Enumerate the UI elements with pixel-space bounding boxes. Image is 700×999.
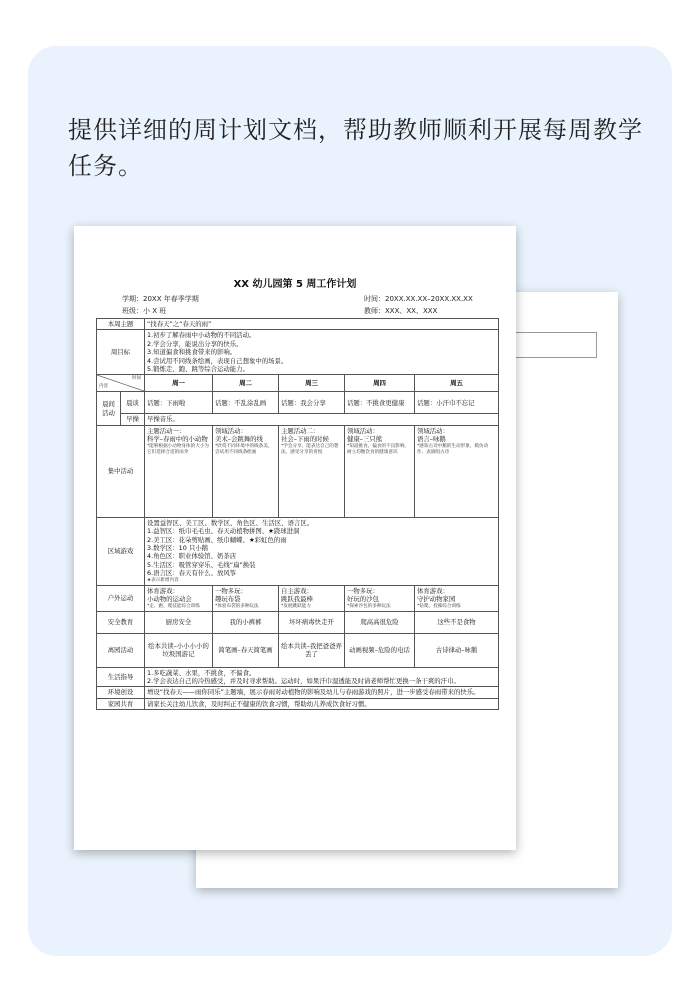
outdoor-label: 户外运动 <box>97 585 145 611</box>
group-activity-cell <box>213 425 279 517</box>
day-header-row <box>97 375 499 392</box>
morning-exercise-row <box>97 414 499 425</box>
leaving-cell: 动画视频–危险的电话 <box>345 633 415 667</box>
safety-cell: 厨房安全 <box>145 611 213 633</box>
theme-row <box>97 319 499 330</box>
outdoor-cell <box>145 585 213 611</box>
life-line: 1.多吃蔬菜、水果，不挑食，不偏食。 <box>147 668 256 677</box>
activity-title: 社会–下雨的时候 <box>281 435 329 444</box>
group-activity-cell <box>345 425 415 517</box>
outdoor-type: 自主游戏： <box>281 586 313 595</box>
class-label: 班级：小 X 班 <box>122 307 167 315</box>
activity-title: 语言–咏鹅 <box>417 435 446 444</box>
theme-value: “找春天”之“春天的雨” <box>145 319 499 330</box>
outdoor-cell <box>415 585 499 611</box>
activity-title: 健康–三只熊 <box>347 435 383 444</box>
area-line: 3.数学区：10 只小鹅 <box>147 544 208 553</box>
leaving-cell: 简笔画–春天简笔画 <box>213 633 279 667</box>
leaving-cell: 古诗律动–咏鹅 <box>415 633 499 667</box>
leaving-label: 离园活动 <box>97 633 145 667</box>
morning-group-label: 晨间活动 <box>97 392 121 425</box>
goal-item: 2.学会分享，能说出分享的快乐。 <box>147 339 243 348</box>
time-label: 时间：20XX.XX.XX–20XX.XX.XX <box>364 295 473 303</box>
outdoor-type: 体育游戏： <box>417 586 449 595</box>
outdoor-title: 跳跃我最棒 <box>281 595 313 604</box>
outdoor-type: 一物多玩： <box>347 586 379 595</box>
header-time: 时间 <box>132 376 141 382</box>
activity-title: 科学–春雨中的小动物 <box>147 435 208 444</box>
area-line: 4.角色区：职业体验馆、奶茶店 <box>147 552 237 561</box>
safety-cell: 这些不是食物 <box>415 611 499 633</box>
environment-text: 增设“找春天——雨你同乐”主题墙，展示春雨对动植物的影响及幼儿与春雨游戏的照片，进一步感受春雨带来的快乐。 <box>145 687 499 698</box>
activity-note: *感知古诗中鹅的生动形象，模仿动作、表演唱古诗 <box>417 443 489 455</box>
life-guidance-list <box>145 667 499 687</box>
outdoor-cell <box>213 585 279 611</box>
activity-type: 领域活动： <box>215 426 247 435</box>
morning-talk-cell: 话题：下雨啦 <box>145 392 213 414</box>
group-activity-label: 集中活动 <box>97 425 145 517</box>
outdoor-title: 好玩的沙包 <box>347 595 379 604</box>
activity-type: 主题活动二： <box>281 426 320 435</box>
environment-row <box>97 687 499 698</box>
outdoor-title: 趣玩布袋 <box>215 595 241 604</box>
day-header: 周一 <box>145 375 213 392</box>
safety-cell: 爬高高很危险 <box>345 611 415 633</box>
outdoor-cell <box>345 585 415 611</box>
outdoor-note: *探索沙包的多种玩法 <box>347 603 391 609</box>
activity-type: 领域活动： <box>347 426 379 435</box>
area-game-list <box>145 517 499 585</box>
day-header: 周四 <box>345 375 415 392</box>
day-header: 周二 <box>213 375 279 392</box>
safety-label: 安全教育 <box>97 611 145 633</box>
outdoor-note: *体验布袋的多种玩法 <box>215 603 259 609</box>
group-activity-cell <box>415 425 499 517</box>
activity-type: 主题活动一： <box>147 426 186 435</box>
outdoor-type: 体育游戏： <box>147 586 179 595</box>
area-game-label: 区域游戏 <box>97 517 145 585</box>
front-document-sheet <box>74 226 516 850</box>
document-title: XX 幼儿园第 5 周工作计划 <box>233 279 357 290</box>
life-guidance-row <box>97 667 499 687</box>
safety-cell: 我的小裤裤 <box>213 611 279 633</box>
outdoor-title: 守护动物家园 <box>417 595 456 604</box>
group-activity-cell <box>145 425 213 517</box>
headline: 提供详细的周计划文档，帮助教师顺利开展每周教学任务。 <box>68 116 643 180</box>
morning-talk-cell: 话题：不乱涂乱画 <box>213 392 279 414</box>
area-line: 2.美工区：花朵剪贴画、纸巾蝴蝶、★彩虹色的雨 <box>147 535 287 544</box>
activity-note: *能够根据小动物身体的大小为它们选择合适的雨伞 <box>147 443 210 455</box>
outdoor-note: *发展跳跃能力 <box>281 603 311 609</box>
outdoor-note: *钻爬、投掷综合训练 <box>417 603 461 609</box>
morning-talk-cell: 话题：不挑食更健康 <box>345 392 415 414</box>
morning-exercise-label: 早操 <box>121 414 145 425</box>
morning-talk-row <box>97 392 499 414</box>
outdoor-type: 一物多玩： <box>215 586 247 595</box>
teachers-label: 教师：XXX、XX、XXX <box>364 307 438 315</box>
goals-list <box>145 330 499 375</box>
life-line: 2.学会表达自己的冷热感受，并及时寻求帮助。运动时，如果汗巾湿透能及时请老师帮忙更换一条干爽的汗巾。 <box>147 676 460 685</box>
leaving-row <box>97 633 499 667</box>
weekly-plan-table <box>96 318 499 710</box>
safety-cell: 坏坏病毒快走开 <box>279 611 345 633</box>
safety-row <box>97 611 499 633</box>
header-content: 内容 <box>99 384 108 390</box>
area-legend-note: ★表示新增内容 <box>147 577 179 583</box>
diagonal-header-cell <box>97 375 145 392</box>
goal-item: 4.尝试用不同线条绘画，表现自己想象中的场景。 <box>147 356 288 365</box>
activity-note: *欣赏不同环境中的线条美，尝试用不同线条绘画 <box>215 443 273 455</box>
area-line: 1.益智区：纸巾毛毛虫、春天动植物拼图、★跷球进洞 <box>147 527 300 536</box>
day-header: 周五 <box>415 375 499 392</box>
day-header: 周三 <box>279 375 345 392</box>
goal-item: 3.知道偏食和挑食带来的影响。 <box>147 348 237 357</box>
family-text: 请家长关注幼儿饮食，及时纠正不健康的饮食习惯，帮助幼儿养成饮食好习惯。 <box>145 698 499 709</box>
goal-item: 5.锻炼走、跑、跳等综合运动能力。 <box>147 365 249 374</box>
semester-label: 学期：20XX 年春季学期 <box>122 295 199 303</box>
theme-label: 本周主题 <box>97 319 145 330</box>
outdoor-cell <box>279 585 345 611</box>
group-activity-row <box>97 425 499 517</box>
morning-talk-label: 晨谈 <box>121 392 145 414</box>
area-line: 设置益智区、美工区、数学区、角色区、生活区、语言区。 <box>147 518 314 527</box>
group-activity-cell <box>279 425 345 517</box>
goal-item: 1.初步了解春雨中小动物的不同活动。 <box>147 331 256 340</box>
life-guidance-label: 生活指导 <box>97 667 145 687</box>
activity-type: 领域活动： <box>417 426 449 435</box>
goals-row <box>97 330 499 375</box>
outdoor-note: *走、跑、爬技能综合训练 <box>147 603 200 609</box>
area-line: 6.语言区：春天有什么、放风筝 <box>147 569 237 578</box>
morning-exercise-value: 早操音乐。 <box>145 414 499 425</box>
area-game-row <box>97 517 499 585</box>
activity-note: *学会分享，能表达自己的想法，感受分享的喜悦 <box>281 443 339 455</box>
outdoor-title: 小动物的运动会 <box>147 595 192 604</box>
outdoor-row <box>97 585 499 611</box>
leaving-cell: 绘本共读–我把爸爸弄丢了 <box>279 633 345 667</box>
activity-note: *知道挑食、偏食的不良影响，树立均衡饮食的健康意识 <box>347 443 410 455</box>
area-line: 5.生活区：吸管穿穿乐、毛线“扁”换装 <box>147 560 256 569</box>
leaving-cell: 绘本共读–小小小小的垃圾国游记 <box>145 633 213 667</box>
environment-label: 环境创设 <box>97 687 145 698</box>
activity-title: 美术–会跳舞的线 <box>215 435 263 444</box>
morning-talk-cell: 话题：小汗巾不忘记 <box>415 392 499 414</box>
family-row <box>97 698 499 709</box>
goals-label: 周目标 <box>97 330 145 375</box>
morning-talk-cell: 话题：我会分享 <box>279 392 345 414</box>
family-label: 家园共育 <box>97 698 145 709</box>
